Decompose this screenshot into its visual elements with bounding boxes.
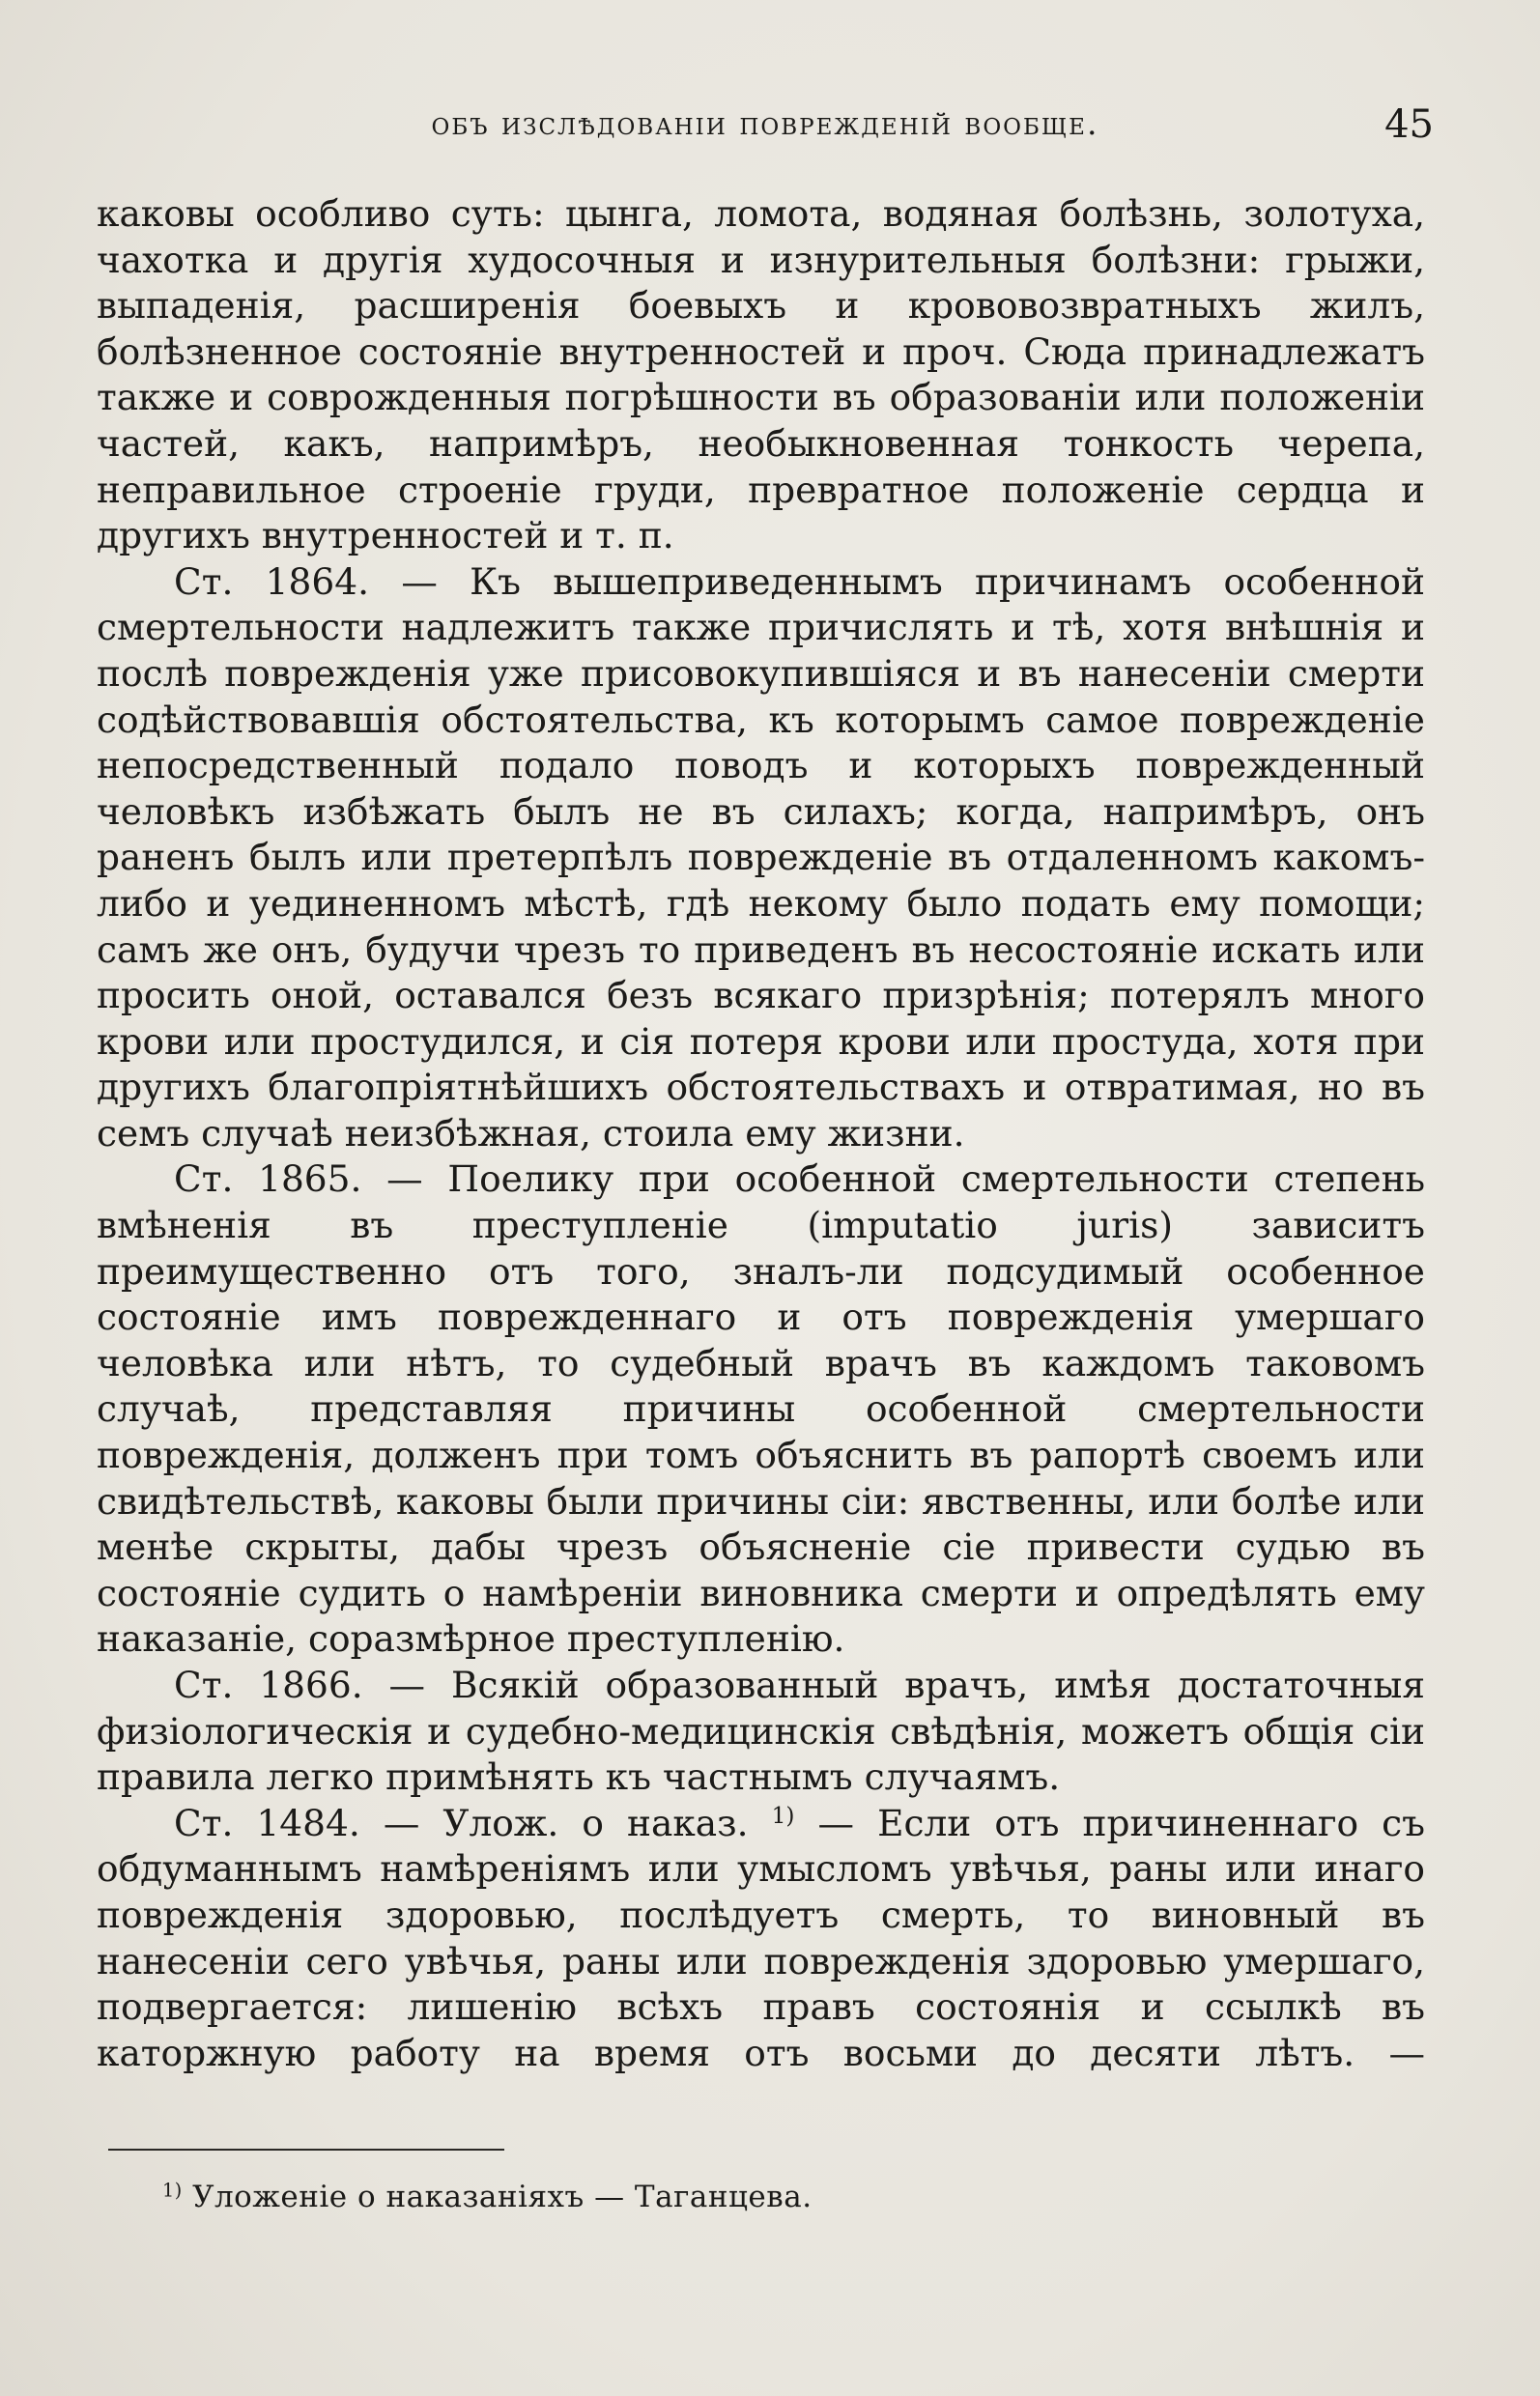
paragraph-article-1484	[97, 1801, 1425, 2077]
paragraph-article-1865: Ст. 1865. — Поелику при особенной смертельности степень вмѣненія въ преступленіе (imputatio juris) зависитъ преимущественно отъ того, зналъ-ли подсудимый особенное состояніе имъ поврежденнаго и отъ поврежденія умершаго человѣка или нѣтъ, то судебный врачъ въ каждомъ таковомъ случаѣ, представляя причины особенной смертельности поврежденія, долженъ при томъ объяснить въ рапортѣ своемъ или свидѣтельствѣ, каковы были причины сіи: явственны, или болѣе или менѣе скрыты, дабы чрезъ объясненіе сіе привести судью въ состояніе судить о намѣреніи виновника смерти и опредѣлять ему наказаніе, соразмѣрное преступленію.	[97, 1157, 1425, 1661]
body-text	[97, 191, 1425, 2076]
paragraph-article-1484-body: — Если отъ причиненнаго съ обдуманнымъ намѣреніямъ или умысломъ увѣчья, раны или инаго поврежденія здоровью, послѣдуетъ смерть, то виновный въ нанесеніи сего увѣчья, раны или поврежденія здоровью умершаго, подвергается: лишенію всѣхъ правъ состоянія и ссылкѣ въ каторжную работу на время отъ восьми до десяти лѣтъ. —	[97, 1801, 1426, 2074]
page-header	[97, 104, 1434, 153]
paragraph-article-1864: Ст. 1864. — Къ вышеприведеннымъ причинамъ особенной смертельности надлежитъ также причислять и тѣ, хотя внѣшнія и послѣ поврежденія уже присовокупившіяся и въ нанесеніи смерти содѣйствовавшія обстоятельства, къ которымъ самое поврежденіе непосредственный подало поводъ и которыхъ поврежденный человѣкъ избѣжать былъ не въ силахъ; когда, напримѣръ, онъ раненъ былъ или претерпѣлъ поврежденіе въ отдаленномъ какомъ-либо и уединенномъ мѣстѣ, гдѣ некому было подать ему помощи; самъ же онъ, будучи чрезъ то приведенъ въ несостояніе искать или просить оной, оставался безъ всякаго призрѣнія; потерялъ много крови или простудился, и сія потеря крови или простуда, хотя при другихъ благопріятнѣйшихъ обстоятельствахъ и отвратимая, но въ семъ случаѣ неизбѣжная, стоила ему жизни.	[97, 559, 1425, 1155]
footnote-divider	[108, 2149, 504, 2151]
page-number: 45	[1384, 102, 1434, 147]
running-head: объ изслѣдованіи поврежденій вообще.	[431, 104, 1099, 142]
paragraph-continuation: каковы особливо суть: цынга, ломота, водяная болѣзнь, золотуха, чахотка и другія худосочныя и изнурительныя болѣзни: грыжи, выпаденія, расширенія боевыхъ и крововозвратныхъ жилъ, болѣзненное состояніе внутренностей и проч. Сюда принадлежатъ также и соврожденныя погрѣшности въ образованіи или положеніи частей, какъ, напримѣръ, необыкновенная тонкость черепа, неправильное строеніе груди, превратное положеніе сердца и другихъ внутренностей и т. п.	[97, 192, 1425, 557]
paragraph-article-1484-lead: Ст. 1484. — Улож. о наказ.	[174, 1801, 749, 1844]
footnote-ref-mark: 1)	[771, 1803, 795, 1829]
paragraph-article-1866: Ст. 1866. — Всякій образованный врачъ, имѣя достаточныя физіологическія и судебно-медицинскія свѣдѣнія, можетъ общія сіи правила легко примѣнять къ частнымъ случаямъ.	[97, 1664, 1425, 1799]
footnote-mark: 1)	[162, 2179, 183, 2202]
footnote-text: Уложеніе о наказаніяхъ — Таганцева.	[192, 2180, 813, 2214]
footnote	[162, 2180, 813, 2214]
